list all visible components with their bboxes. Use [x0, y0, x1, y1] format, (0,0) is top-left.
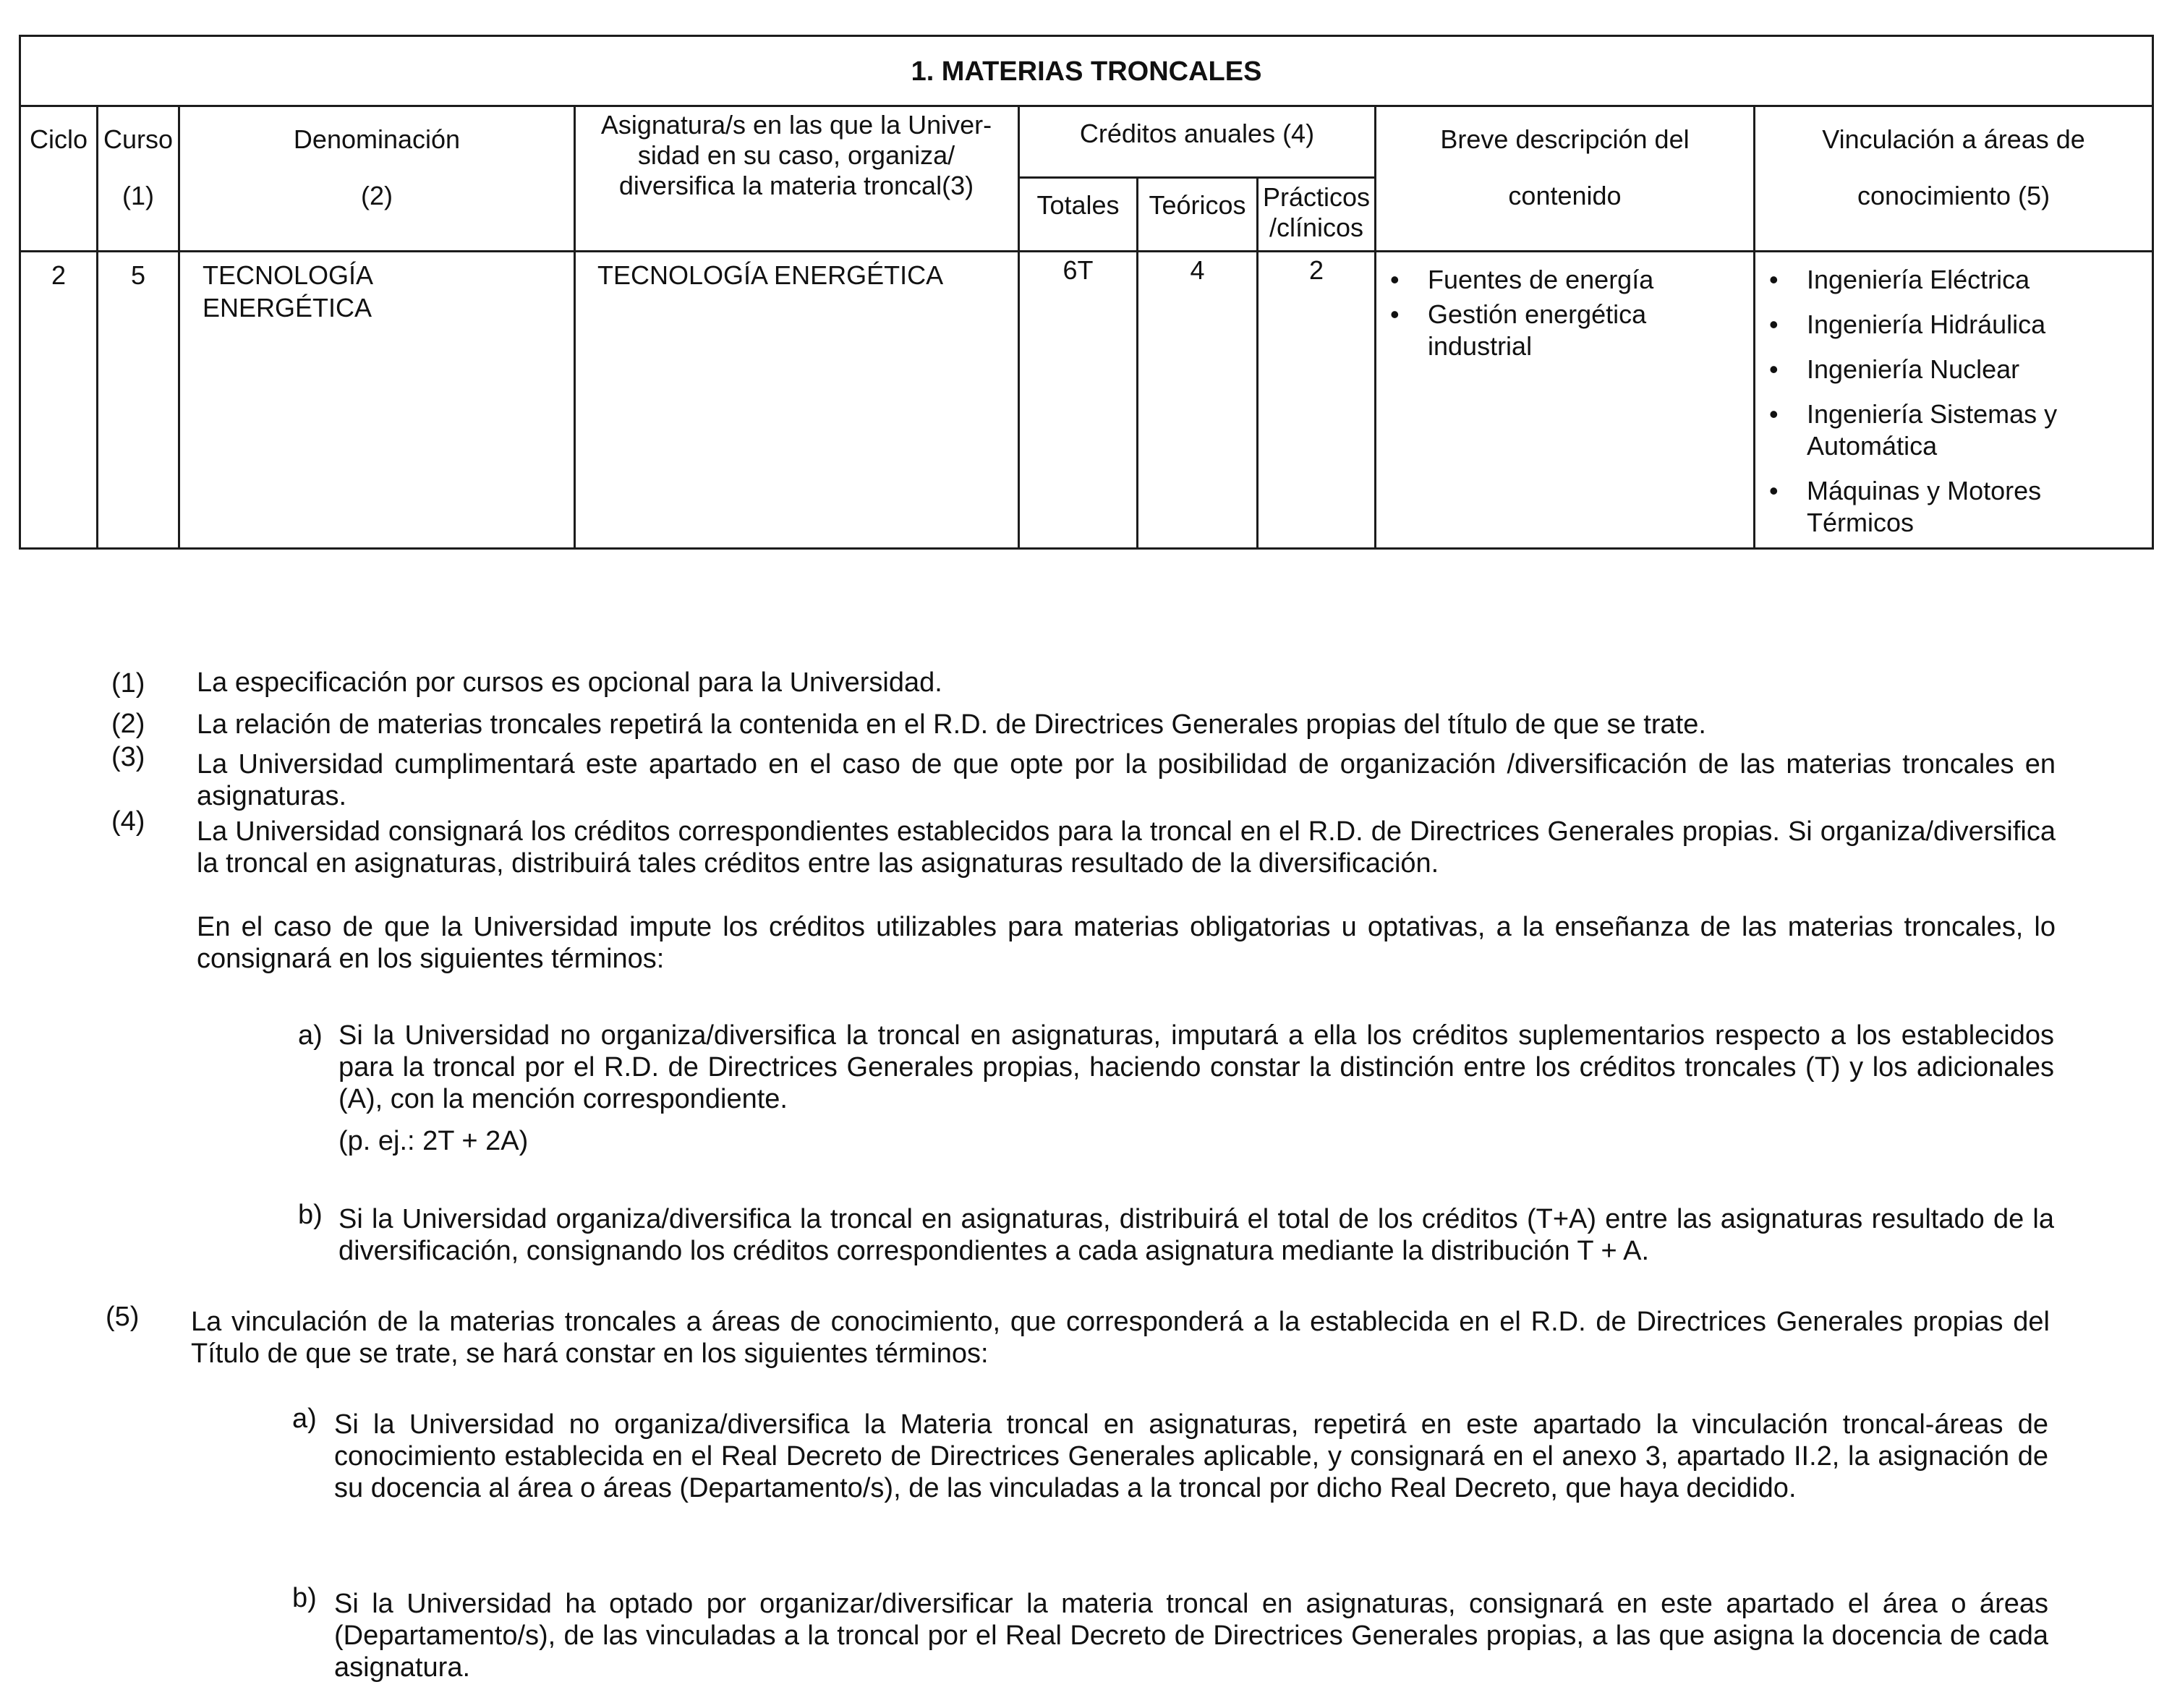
note-4-a-label: a) [298, 1020, 323, 1051]
header-denominacion: Denominación [293, 124, 461, 154]
note-4-a-example: (p. ej.: 2T + 2A) [338, 1126, 529, 1156]
header-descripcion-line1: Breve descripción del [1440, 124, 1690, 154]
header-vinculacion-line2: conocimiento (5) [1857, 181, 2050, 210]
note-2-text: La relación de materias troncales repetirá la contenida en el R.D. de Directrices Generales propias del título de que se trate. [197, 709, 1706, 740]
note-5-text: La vinculación de la materias troncales a áreas de conocimiento, que corresponderá a la establecida en el R.D. de Directrices Generales propias del Título de que se trate, se hará constar en los siguientes términos: [191, 1307, 2050, 1369]
note-5-number: (5) [106, 1302, 140, 1332]
list-item: • Máquinas y Motores Térmicos [1762, 475, 2138, 539]
header-creditos: Créditos anuales (4) [1079, 119, 1315, 148]
note-3-text: La Universidad cumplimentará este apartado en el caso de que opte por la posibilidad de organización /diversificación de las materias troncales en asignaturas. [197, 749, 2056, 811]
cell-totales: 6T [1062, 255, 1094, 285]
cell-teoricos: 4 [1190, 255, 1205, 285]
note-4-b-text: Si la Universidad organiza/diversifica la troncal en asignaturas, distribuirá el total de los créditos (T+A) entre las asignaturas resultado de la diversificación, consignando los créditos correspondientes a cada asignatura mediante la distribución T + A. [338, 1204, 2054, 1266]
note-4-text-2: En el caso de que la Universidad impute los créditos utilizables para materias obligatorias u optativas, a la enseñanza de las materias troncales, lo consignará en los siguientes términos: [197, 912, 2056, 974]
note-2-number: (2) [111, 709, 145, 739]
note-4-number: (4) [111, 806, 145, 837]
list-item: • Ingeniería Sistemas y Automática [1762, 398, 2138, 462]
header-practicos: Prácticos /clínicos [1262, 182, 1371, 242]
header-curso: Curso [103, 124, 174, 154]
list-item: • Ingeniería Hidráulica [1762, 309, 2138, 341]
cell-practicos: 2 [1308, 255, 1324, 285]
note-4-a-text: Si la Universidad no organiza/diversifica la troncal en asignaturas, imputará a ella los créditos suplementarios respecto a los establecidos para la troncal por el R.D. de Directrices Generales propias, haciendo constar la distinción entre los créditos troncales (T) y los adicionales (A), con la mención correspondiente. [338, 1020, 2054, 1114]
cell-denominacion: TECNOLOGÍA ENERGÉTICA [203, 260, 372, 323]
note-5-a-label: a) [292, 1404, 317, 1434]
list-item: • Ingeniería Nuclear [1762, 354, 2138, 385]
cell-ciclo: 2 [51, 260, 67, 290]
header-asignatura: Asignatura/s en las que la Univer-sidad en su caso, organiza/ diversifica la materia troncal(3) [600, 110, 992, 200]
list-item: • Ingeniería Eléctrica [1762, 264, 2138, 296]
cell-curso: 5 [130, 260, 146, 290]
note-4-b-label: b) [298, 1200, 323, 1230]
cell-asignatura: TECNOLOGÍA ENERGÉTICA [597, 260, 944, 290]
note-1-number: (1) [111, 668, 145, 699]
list-item: • Fuentes de energía [1383, 264, 1723, 296]
note-5-a-text: Si la Universidad no organiza/diversifica la Materia troncal en asignaturas, repetirá en este apartado la vinculación troncal-áreas de conocimiento establecida en el Real Decreto de Directrices Generales aplicable, y consignará en el anexo 3, apartado II.2, la asignación de su docencia al área o áreas (Departamento/s), de las vinculadas a la troncal por dicho Real Decreto, que haya decidido. [334, 1409, 2048, 1503]
header-ciclo: Ciclo [29, 124, 88, 154]
list-item: • Gestión energética industrial [1383, 299, 1723, 362]
header-totales: Totales [1036, 190, 1120, 220]
header-descripcion-line2: contenido [1508, 181, 1622, 210]
note-5-b-label: b) [292, 1583, 317, 1613]
header-teoricos: Teóricos [1149, 190, 1246, 220]
note-4-text: La Universidad consignará los créditos correspondientes establecidos para la troncal en el R.D. de Directrices Generales propias. Si organiza/diversifica la troncal en asignaturas, distribuirá tales créditos entre las asignaturas resultado de la diversificación. [197, 816, 2056, 879]
note-1-text: La especificación por cursos es opcional para la Universidad. [197, 667, 942, 698]
note-5-b-text: Si la Universidad ha optado por organizar/diversificar la materia troncal en asignaturas, consignará en este apartado el área o áreas (Departamento/s), de las vinculadas a la troncal por el Real Decreto de Directrices Generales propias, a las que asigna la docencia de cada asignatura. [334, 1589, 2048, 1683]
header-denominacion-note: (2) [361, 181, 393, 210]
note-3-number: (3) [111, 742, 145, 772]
header-vinculacion-line1: Vinculación a áreas de [1822, 124, 2085, 154]
table-title: 1. MATERIAS TRONCALES [911, 56, 1262, 87]
header-curso-note: (1) [122, 181, 154, 210]
